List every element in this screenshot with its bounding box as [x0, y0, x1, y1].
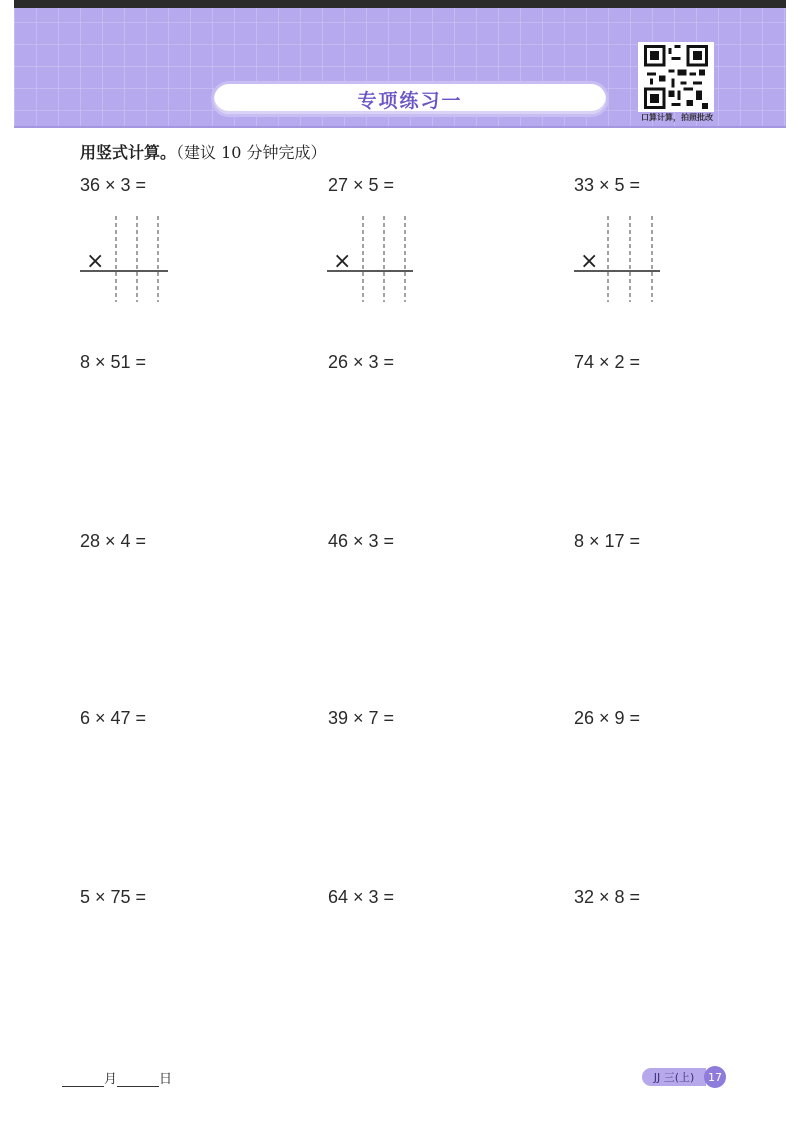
problem-1-2: 27 × 5 = [328, 175, 395, 195]
problem-5-1: 5 × 75 = [80, 887, 147, 907]
problem-3-3: 8 × 17 = [574, 531, 641, 551]
qr-code-icon[interactable] [638, 42, 714, 112]
header-band [14, 0, 786, 128]
problem-1-1: 36 × 3 = [80, 175, 147, 195]
times-symbol: × [333, 249, 352, 274]
qr-caption: 口算计算，拍照批改 [641, 113, 713, 122]
vertical-calc-grid [80, 214, 170, 304]
problem-3-1: 28 × 4 = [80, 531, 147, 551]
instruction-note: （建议 10 分钟完成） [176, 143, 327, 162]
problem-2-2: 26 × 3 = [328, 352, 395, 372]
problem-5-2: 64 × 3 = [328, 887, 395, 907]
vertical-calc-grid [327, 214, 417, 304]
problem-5-3: 32 × 8 = [574, 887, 641, 907]
problem-2-3: 74 × 2 = [574, 352, 641, 372]
vertical-calc-grid [574, 214, 664, 304]
page-number-badge: 17 [704, 1066, 726, 1088]
instruction-main: 用竖式计算。 [80, 143, 177, 162]
month-blank[interactable] [62, 1073, 104, 1087]
problem-1-3: 33 × 5 = [574, 175, 641, 195]
date-line [62, 1068, 172, 1087]
problem-3-2: 46 × 3 = [328, 531, 395, 551]
problem-4-3: 26 × 9 = [574, 708, 641, 728]
month-label: 月 [104, 1072, 118, 1087]
section-title-pill [214, 84, 606, 114]
times-symbol: × [580, 249, 599, 274]
instruction [80, 140, 327, 163]
times-symbol: × [86, 249, 105, 274]
problem-2-1: 8 × 51 = [80, 352, 147, 372]
day-blank[interactable] [117, 1073, 159, 1087]
day-label: 日 [159, 1072, 173, 1087]
grade-tag: JJ 三(上) [642, 1068, 706, 1086]
problem-4-2: 39 × 7 = [328, 708, 395, 728]
problem-4-1: 6 × 47 = [80, 708, 147, 728]
section-title: 专项练习一 [357, 89, 463, 112]
